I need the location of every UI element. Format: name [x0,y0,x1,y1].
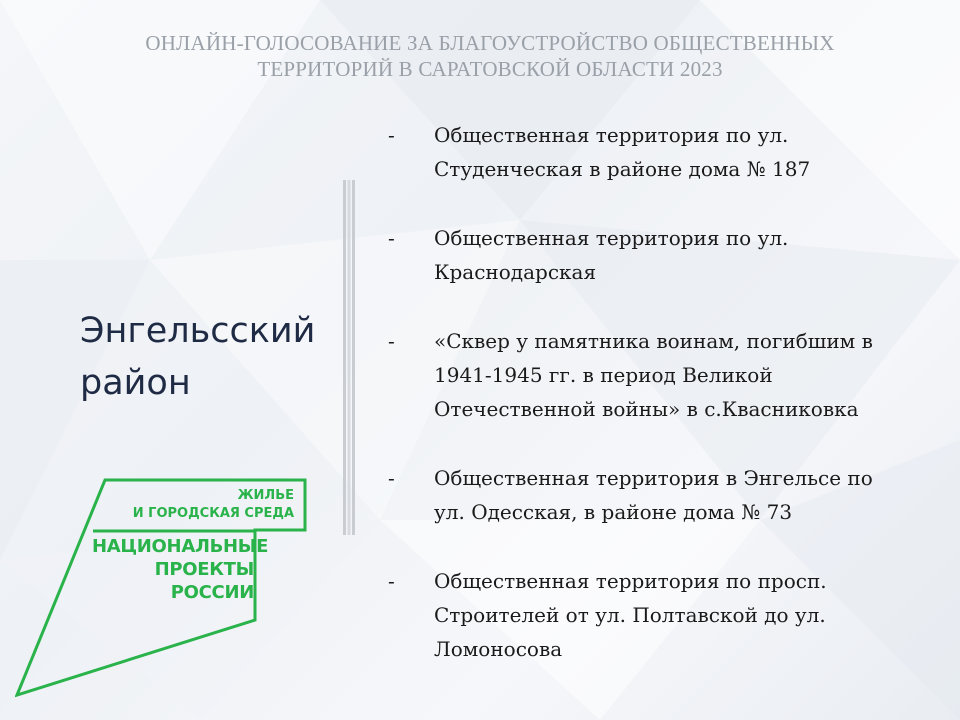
territory-line: ул. Одесская, в районе дома № 73 [434,500,793,524]
list-dash: - [388,466,395,490]
list-dash: - [388,123,395,147]
logo-subtitle-line-1: ЖИЛЬЕ [237,488,294,503]
territory-line: Краснодарская [434,260,597,284]
list-dash: - [388,329,395,353]
territory-line: Отечественной войны» в с.Квасниковка [434,397,859,421]
vertical-divider [343,180,355,535]
header-line-2: ТЕРРИТОРИЙ В САРАТОВСКОЙ ОБЛАСТИ 2023 [257,57,723,81]
territory-line: Общественная территория по ул. [434,226,789,250]
header-line-1: ОНЛАЙН-ГОЛОСОВАНИЕ ЗА БЛАГОУСТРОЙСТВО ОБЩЕСТВЕННЫХ [145,31,835,55]
logo-subtitle [100,487,294,523]
list-dash: - [388,569,395,593]
territory-list [385,118,945,666]
logo-subtitle-line-2: И ГОРОДСКАЯ СРЕДА [132,506,294,521]
territory-line: Строителей от ул. Полтавской до ул. [434,603,826,627]
territory-item [385,118,945,186]
territory-line: «Сквер у памятника воинам, погибшим в [434,329,873,353]
district-line-1: Энгельсский [80,311,316,351]
territory-line: Студенческая в районе дома № 187 [434,157,811,181]
logo-title-line-1: НАЦИОНАЛЬНЫЕ [92,536,269,557]
district-title [80,305,350,409]
territory-line: Ломоносова [434,637,563,661]
district-line-2: район [80,363,191,403]
territory-item [385,221,945,289]
territory-item [385,324,945,426]
territory-line: 1941-1945 гг. в период Великой [434,363,773,387]
territory-line: Общественная территория в Энгельсе по [434,466,873,490]
territory-line: Общественная территория по ул. [434,123,789,147]
territory-line: Общественная территория по просп. [434,569,827,593]
list-dash: - [388,226,395,250]
territory-item [385,461,945,529]
logo-title-line-2: ПРОЕКТЫ [154,559,254,580]
logo-title [92,535,269,604]
logo-title-line-3: РОССИИ [170,582,254,603]
page-header [60,30,920,82]
territory-item [385,564,945,666]
